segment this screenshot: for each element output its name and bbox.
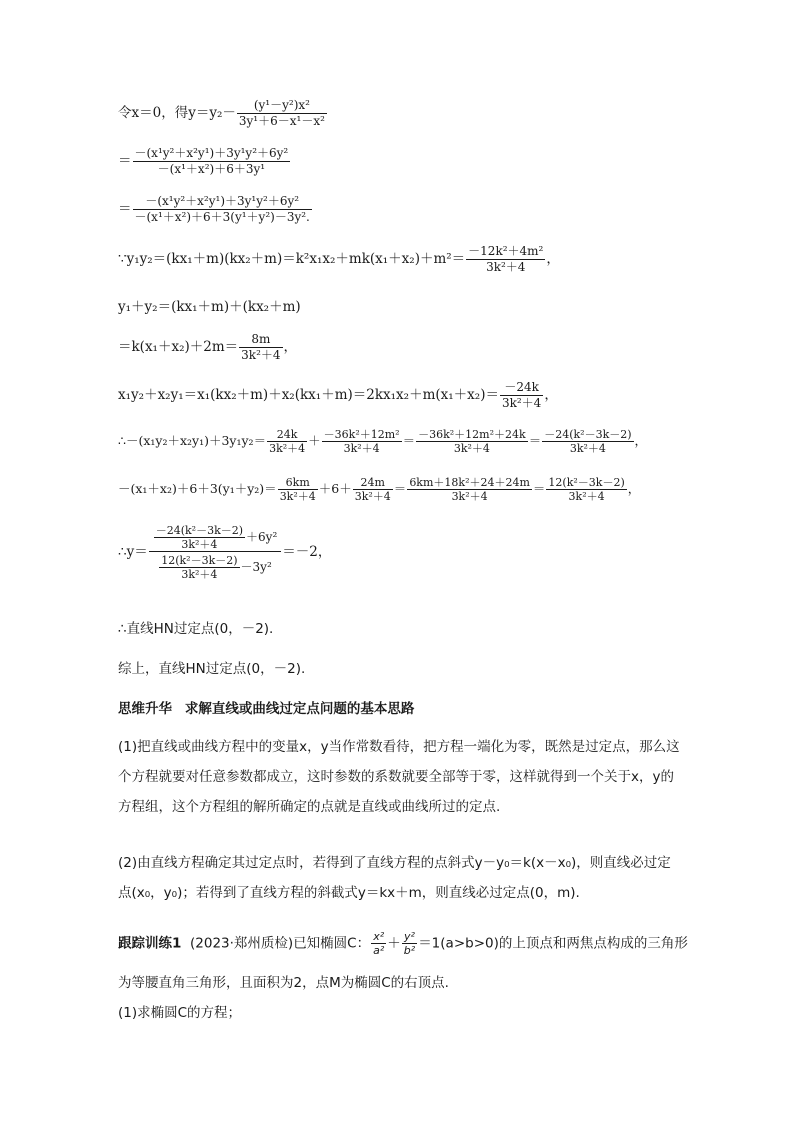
derivation-line-5: y₁＋y₂＝(kx₁＋m)＋(kx₂＋m) bbox=[118, 299, 301, 315]
fraction: $\frac{\text{12(k²－3k－2)}}{\text{3k²＋4}}$ bbox=[161, 554, 238, 581]
exercise-question-1: (1)求椭圆C的方程； bbox=[118, 1005, 242, 1021]
derivation-line-2: ＝ $\frac{\text{－(x¹y²＋x²y¹)＋3y¹y²＋6y²}}{\text{－(x¹＋x²)＋6＋3y¹}}$ bbox=[118, 146, 289, 176]
exercise-line-2: 为等腰直角三角形，且面积为2，点M为椭圆C的右顶点. bbox=[118, 975, 449, 991]
fraction: $\frac{\text{－36k²＋12m²}}{\text{3k²＋4}}$ bbox=[323, 428, 400, 455]
fraction: $\frac{\text{－24(k²－3k－2)}}{\text{3k²＋4}}$ bbox=[544, 428, 632, 455]
fraction: $\frac{\text{6km＋18k²＋24＋24m}}{\text{3k²＋4}}$ bbox=[409, 476, 530, 503]
derivation-line-8: ∴－(x₁y₂＋x₂y₁)＋3y₁y₂＝ $\frac{24k}{\text{3k²＋4}}$ ＋ $\frac{\text{－36k²＋12m²}}{\text{3k²＋4}}$ ＝ $\frac{\text{－36k²＋12m²＋24k}}{\text{3k²＋4}}$ ＝ $\frac{\text{－24(k²－3k－2)}}{\text{3k²＋4}}$ ， bbox=[118, 428, 648, 455]
compound-fraction: $\frac{\text{－24(k²－3k－2)}}{\text{3k²＋4}}$ ＋6y² $\frac{\text{12(k²－3k－2)}}{\text{3k²＋4}}$ －3y² bbox=[149, 524, 282, 581]
fraction: $\frac{24k}{\text{3k²＋4}}$ bbox=[269, 428, 306, 455]
derivation-line-3: ＝ $\frac{\text{－(x¹y²＋x²y¹)＋3y¹y²＋6y²}}{\text{－(x¹＋x²)＋6＋3(y¹＋y²)－3y².}}$ bbox=[118, 194, 310, 224]
summary-title: 求解直线或曲线过定点问题的基本思路 bbox=[184, 701, 415, 717]
derivation-line-1: 令x＝0，得y＝y₂－ $\frac{\text{(y¹－y²)x²}}{\text{3y¹＋6－x¹－x²}}$ bbox=[118, 98, 325, 128]
fraction: $\frac{24m}{\text{3k²＋4}}$ bbox=[354, 476, 391, 503]
exercise-line-1: 跟踪训练1 (2023·郑州质检)已知椭圆C： $\frac{\text{x²}}{\text{a²}}$ ＋ $\frac{\text{y²}}{\text{b²}}$ ＝1(a>b>0)的上顶点和两焦点构成的三角形 bbox=[118, 930, 688, 957]
summary-heading bbox=[118, 700, 414, 718]
derivation-line-6: ＝k(x₁＋x₂)＋2m＝ $\frac{8m}{\text{3k²＋4}}$ ， bbox=[118, 332, 298, 362]
fraction: $\frac{\text{(y¹－y²)x²}}{\text{3y¹＋6－x¹－x²}}$ bbox=[238, 98, 325, 128]
summary-label: 思维升华 bbox=[118, 701, 172, 717]
fraction: $\frac{\text{－12k²＋4m²}}{\text{3k²＋4}}$ bbox=[468, 244, 544, 274]
derivation-line-9: －(x₁＋x₂)＋6＋3(y₁＋y₂)＝ $\frac{6km}{\text{3k²＋4}}$ ＋6＋ $\frac{24m}{\text{3k²＋4}}$ ＝ $\frac{\text{6km＋18k²＋24＋24m}}{\text{3k²＋4}}$ ＝ $\frac{\text{12(k²－3k－2)}}{\text{3k²＋4}}$ ， bbox=[118, 476, 641, 503]
fraction: $\frac{8m}{\text{3k²＋4}}$ bbox=[241, 332, 281, 362]
fraction: $\frac{\text{12(k²－3k－2)}}{\text{3k²＋4}}$ bbox=[548, 476, 625, 503]
derivation-line-10: ∴y＝ $\frac{\text{－24(k²－3k－2)}}{\text{3k²＋4}}$ ＋6y² $\frac{\text{12(k²－3k－2)}}{\text{3k²＋4}}$ －3y² ＝－2， bbox=[118, 524, 332, 581]
summary-paragraph-1: (1)把直线或曲线方程中的变量x，y当作常数看待，把方程一端化为零，既然是过定点，那么这个方程就要对任意参数都成立，这时参数的系数就要全部等于零，这样就得到一个关于x，y的方程组，这个方程组的解所确定的点就是直线或曲线所过的定点. bbox=[118, 739, 680, 815]
derivation-line-12: 综上，直线HN过定点(0，－2). bbox=[118, 661, 306, 677]
fraction: $\frac{\text{－(x¹y²＋x²y¹)＋3y¹y²＋6y²}}{\text{－(x¹＋x²)＋6＋3y¹}}$ bbox=[134, 146, 289, 176]
exercise-label: 跟踪训练1 bbox=[118, 935, 182, 952]
derivation-line-7: x₁y₂＋x₂y₁＝x₁(kx₂＋m)＋x₂(kx₁＋m)＝2kx₁x₂＋m(x₁＋x₂)＝ $\frac{-24k}{\text{3k²＋4}}$ ， bbox=[118, 380, 558, 410]
derivation-line-4: ∵y₁y₂＝(kx₁＋m)(kx₂＋m)＝k²x₁x₂＋mk(x₁＋x₂)＋m²＝ $\frac{\text{－12k²＋4m²}}{\text{3k²＋4}}$ ， bbox=[118, 244, 560, 274]
fraction: $\frac{\text{－24(k²－3k－2)}}{\text{3k²＋4}}$ bbox=[155, 524, 244, 551]
fraction: $\frac{\text{－36k²＋12m²＋24k}}{\text{3k²＋4}}$ bbox=[418, 428, 526, 455]
derivation-line-11: ∴直线HN过定点(0，－2). bbox=[118, 621, 274, 637]
fraction: $\frac{\text{y²}}{\text{b²}}$ bbox=[403, 930, 416, 957]
fraction: $\frac{\text{x²}}{\text{a²}}$ bbox=[373, 930, 385, 957]
fraction: $\frac{6km}{\text{3k²＋4}}$ bbox=[279, 476, 316, 503]
fraction: $\frac{-24k}{\text{3k²＋4}}$ bbox=[501, 380, 542, 410]
fraction: $\frac{\text{－(x¹y²＋x²y¹)＋3y¹y²＋6y²}}{\text{－(x¹＋x²)＋6＋3(y¹＋y²)－3y².}}$ bbox=[134, 194, 310, 224]
summary-paragraph-2: (2)由直线方程确定其过定点时，若得到了直线方程的点斜式y－y₀＝k(x－x₀)，则直线必过定点(x₀，y₀)；若得到了直线方程的斜截式y＝kx＋m，则直线必过定点(0，m). bbox=[118, 855, 671, 901]
exercise-source: (2023·郑州质检) bbox=[190, 935, 294, 952]
